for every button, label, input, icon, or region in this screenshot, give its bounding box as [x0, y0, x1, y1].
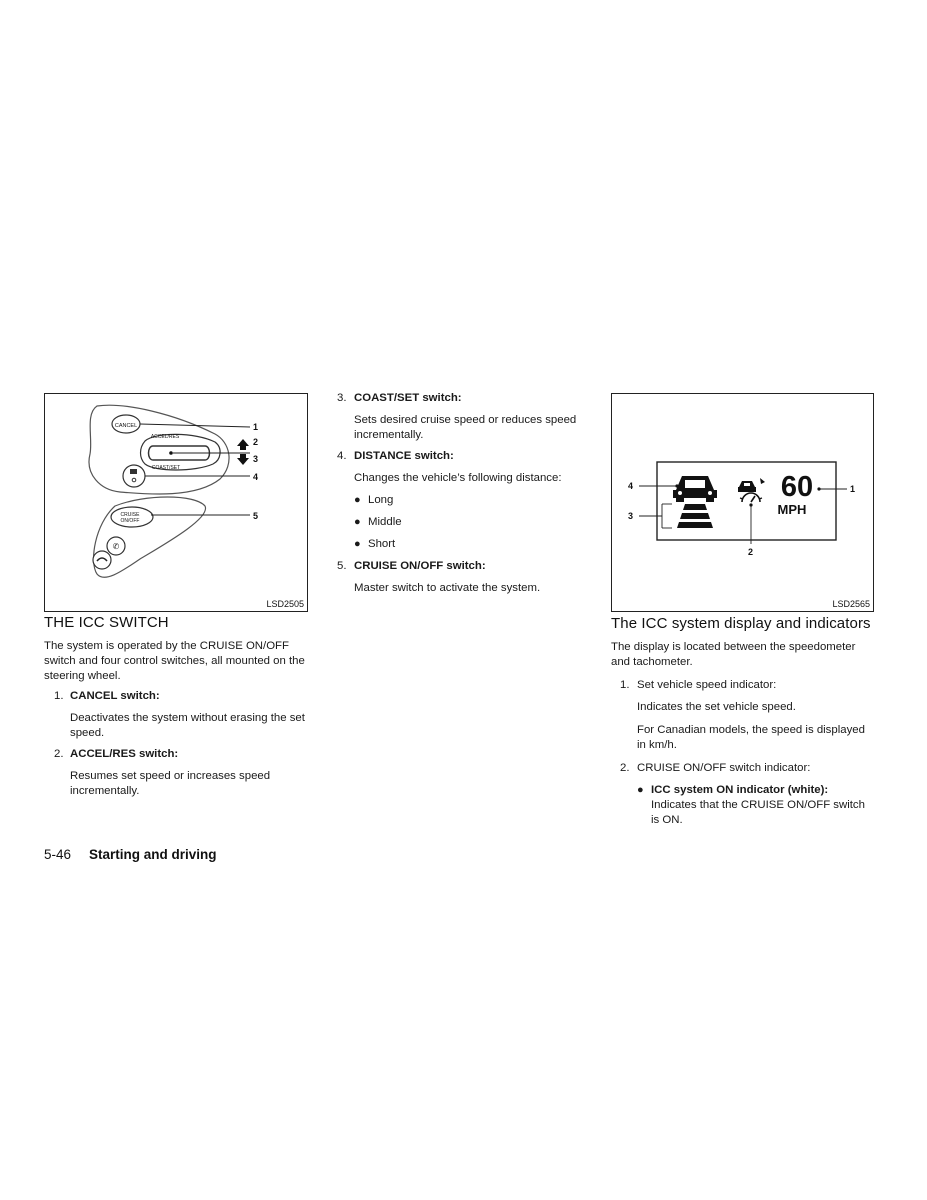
figure-code: LSD2565 — [832, 599, 870, 609]
item-body-set-speed: Indicates the set vehicle speed. — [637, 701, 796, 713]
label-4: 4 — [253, 472, 259, 482]
item-title-set-speed: Set vehicle speed indicator: — [637, 679, 777, 691]
bullet-short: Short — [368, 538, 396, 550]
item-number: 2. — [54, 748, 64, 760]
coast-set-label: COAST/SET — [151, 465, 181, 471]
item-number: 3. — [337, 392, 347, 404]
set-speed-unit: MPH — [777, 502, 807, 517]
item-title-distance: DISTANCE switch: — [354, 450, 454, 462]
item-body-canadian: For Canadian models, the speed is displayed in km/h. — [637, 724, 865, 751]
item-title-coast-set: COAST/SET switch: — [354, 392, 462, 404]
set-speed-value: 60 — [780, 471, 814, 503]
bullet-middle: Middle — [368, 516, 402, 528]
sub-bullet-icc-on — [651, 783, 876, 828]
icc-switch-figure — [44, 393, 308, 612]
cruise-label-line1: CRUISE — [120, 512, 140, 518]
steering-switch-illustration — [45, 394, 307, 611]
bullet-dot: ● — [637, 784, 644, 796]
label-3: 3 — [253, 454, 259, 464]
label-2: 2 — [748, 547, 754, 557]
item-body-cancel: Deactivates the system without erasing the set speed. — [70, 712, 305, 739]
label-4: 4 — [628, 481, 634, 491]
icc-display-figure — [611, 393, 874, 612]
intro-paragraph: The system is operated by the CRUISE ON/OFF switch and four control switches, all mounted on the steering wheel. — [44, 640, 305, 682]
item-number: 1. — [54, 690, 64, 702]
sub-bullet-body: Indicates that the CRUISE ON/OFF switch is ON. — [651, 799, 865, 826]
item-number: 2. — [620, 762, 630, 774]
section-heading-icc-switch: THE ICC SWITCH — [44, 614, 169, 631]
section-heading-display: The ICC system display and indicators — [611, 615, 871, 632]
item-body-distance: Changes the vehicle’s following distance: — [354, 472, 562, 484]
accel-res-label: ACCEL/RES — [150, 434, 180, 440]
label-3: 3 — [628, 511, 634, 521]
item-title-accel-res: ACCEL/RES switch: — [70, 748, 179, 760]
item-title-cancel: CANCEL switch: — [70, 690, 160, 702]
cancel-label: CANCEL — [114, 423, 138, 429]
sub-bullet-title: ICC system ON indicator (white): — [651, 784, 829, 796]
cruise-label-line2: ON/OFF — [120, 518, 140, 524]
label-2: 2 — [253, 437, 259, 447]
item-body-cruise-onoff: Master switch to activate the system. — [354, 582, 541, 594]
item-title-cruise-onoff: CRUISE ON/OFF switch: — [354, 560, 486, 572]
item-body-coast-set: Sets desired cruise speed or reduces speed incrementally. — [354, 414, 577, 441]
label-5: 5 — [253, 511, 259, 521]
bullet-long: Long — [368, 494, 394, 506]
figure-code: LSD2505 — [266, 599, 304, 609]
page-number: 5-46 — [44, 847, 72, 862]
section-title: Starting and driving — [89, 847, 217, 862]
bullet-dot: ● — [354, 494, 361, 506]
display-illustration — [612, 394, 873, 611]
label-1: 1 — [850, 484, 856, 494]
item-title-cruise-indicator: CRUISE ON/OFF switch indicator: — [637, 762, 811, 774]
item-number: 1. — [620, 679, 630, 691]
item-number: 5. — [337, 560, 347, 572]
svg-text:✆: ✆ — [112, 542, 120, 551]
item-number: 4. — [337, 450, 347, 462]
item-body-accel-res: Resumes set speed or increases speed incrementally. — [70, 770, 271, 797]
intro-paragraph: The display is located between the speedometer and tachometer. — [611, 641, 856, 668]
label-1: 1 — [253, 422, 259, 432]
bullet-dot: ● — [354, 516, 361, 528]
bullet-dot: ● — [354, 538, 361, 550]
